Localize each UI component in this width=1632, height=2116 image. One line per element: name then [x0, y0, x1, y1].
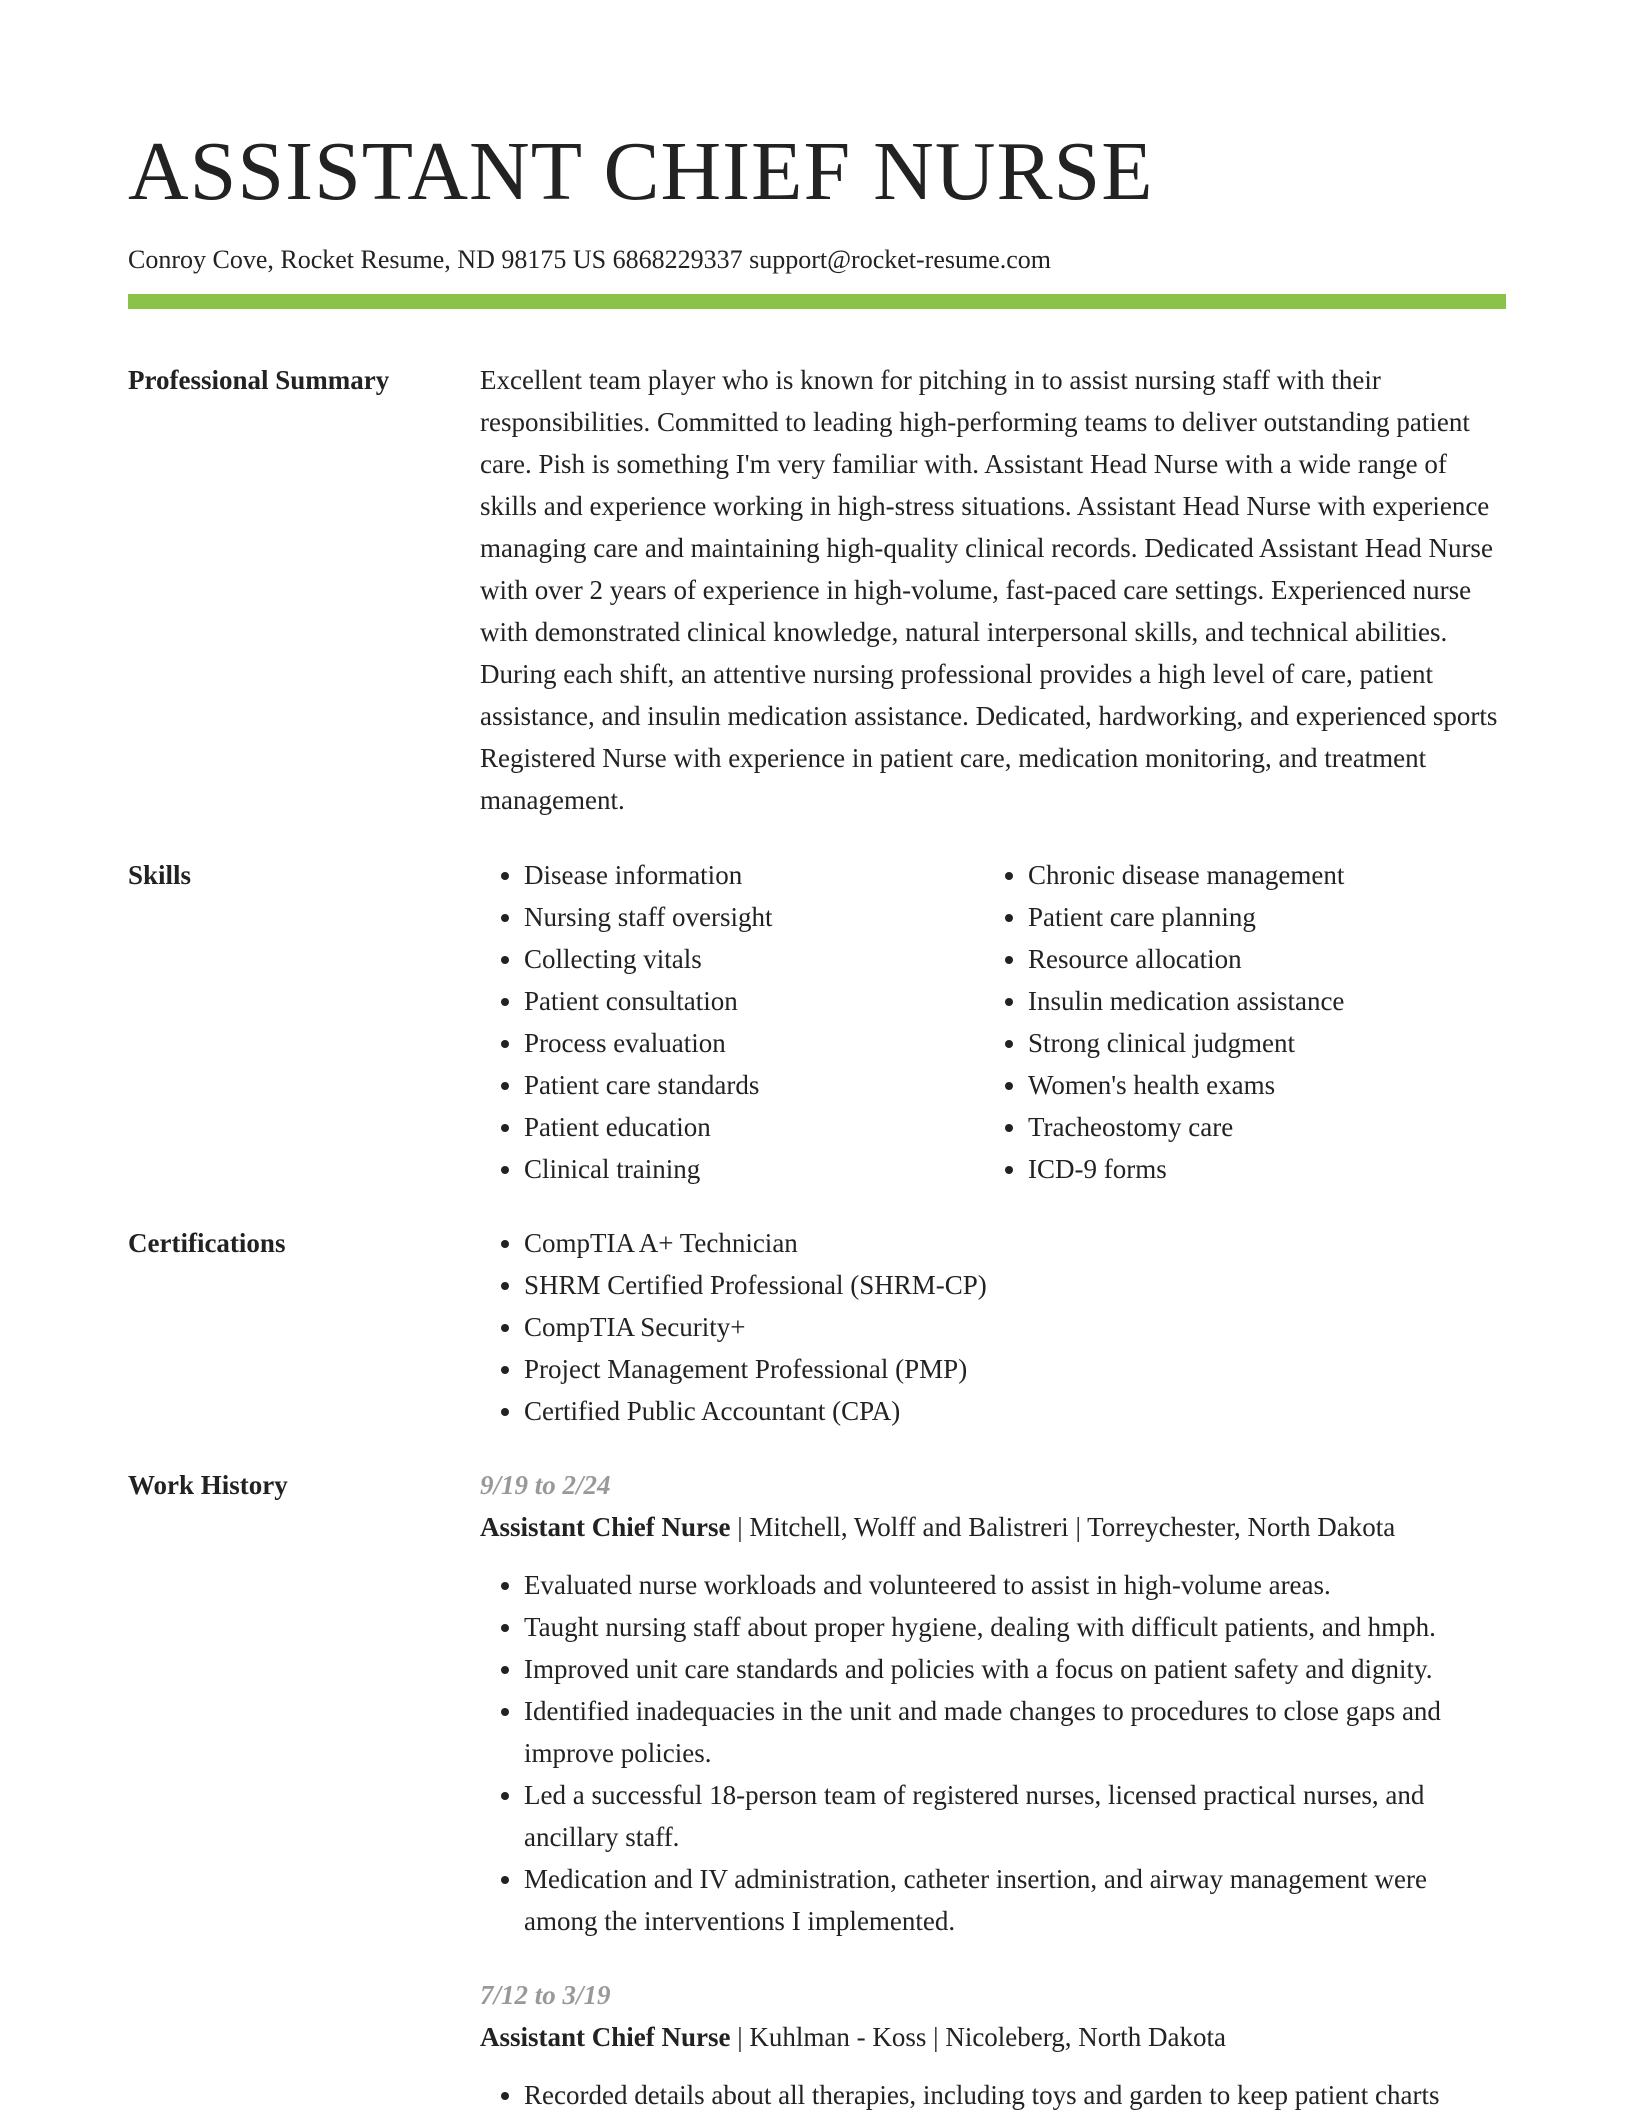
- skill-item: • Nursing staff oversight: [524, 896, 984, 938]
- resume-name: ASSISTANT CHIEF NURSE: [128, 125, 1154, 218]
- certification-item: • SHRM Certified Professional (SHRM-CP): [524, 1264, 1506, 1306]
- certification-item: • Certified Public Accountant (CPA): [524, 1390, 1506, 1432]
- certifications-list: [480, 1222, 1506, 1432]
- skill-item: • Chronic disease management: [1028, 854, 1488, 896]
- certification-item: • CompTIA A+ Technician: [524, 1222, 1506, 1264]
- job-header: [480, 2016, 1506, 2058]
- job-bullet: • Improved unit care standards and policies with a focus on patient safety and dignity.: [524, 1648, 1506, 1690]
- certification-item: • CompTIA Security+: [524, 1306, 1506, 1348]
- job-header: [480, 1506, 1506, 1548]
- job-details: | Kuhlman - Koss | Nicoleberg, North Dakota: [730, 2022, 1226, 2052]
- certifications-body: [480, 1222, 1506, 1432]
- job-bullets: [480, 1564, 1506, 1942]
- skill-item: • Patient care standards: [524, 1064, 984, 1106]
- contact-line: [128, 244, 1506, 276]
- job-bullet: • Evaluated nurse workloads and volunteered to assist in high-volume areas.: [524, 1564, 1506, 1606]
- skill-item: • Women's health exams: [1028, 1064, 1488, 1106]
- skills-body: [480, 854, 1506, 1190]
- job-bullets: [480, 2074, 1506, 2116]
- contact-phone: 6868229337: [612, 245, 743, 274]
- skill-item: • Clinical training: [524, 1148, 984, 1190]
- summary-text: Excellent team player who is known for pitching in to assist nursing staff with their responsibilities. Committed to leading high-performing teams to deliver outstanding patient care. Pish is something I'm very familiar with. Assistant Head Nurse with a wide range of skills and experience working in high-stress situations. Assistant Head Nurse with experience managing care and maintaining high-quality clinical records. Dedicated Assistant Head Nurse with over 2 years of experience in high-volume, fast-paced care settings. Experienced nurse with demonstrated clinical knowledge, natural interpersonal skills, and technical abilities. During each shift, an attentive nursing professional provides a high level of care, patient assistance, and insulin medication assistance. Dedicated, hardworking, and experienced sports Registered Nurse with experience in patient care, medication monitoring, and treatment management.: [480, 365, 1498, 815]
- skill-item: • Disease information: [524, 854, 984, 896]
- skill-item: • Tracheostomy care: [1028, 1106, 1488, 1148]
- resume-page: [128, 0, 1506, 2116]
- skill-item: • Collecting vitals: [524, 938, 984, 980]
- skill-item: • ICD-9 forms: [1028, 1148, 1488, 1190]
- skills-list-right: [984, 854, 1488, 1190]
- summary-section: [128, 359, 1506, 821]
- certifications-section: [128, 1222, 1506, 1432]
- job-bullet: • Taught nursing staff about proper hygiene, dealing with difficult patients, and hmph.: [524, 1606, 1506, 1648]
- job-dates: 7/12 to 3/19: [480, 1980, 611, 2010]
- skill-item: • Resource allocation: [1028, 938, 1488, 980]
- job-title: Assistant Chief Nurse: [480, 2022, 731, 2052]
- job-bullet: • Medication and IV administration, catheter insertion, and airway management were among the interventions I implemented.: [524, 1858, 1506, 1942]
- work-history-section: [128, 1464, 1506, 2116]
- skills-list-left: [480, 854, 984, 1190]
- job-dates: 9/19 to 2/24: [480, 1470, 611, 1500]
- contact-email: support@rocket-resume.com: [749, 245, 1052, 274]
- job-entry: [480, 1464, 1506, 1942]
- work-history-heading: Work History: [128, 1470, 288, 1500]
- certifications-heading: Certifications: [128, 1228, 286, 1258]
- summary-body: [480, 359, 1506, 821]
- skill-item: • Patient consultation: [524, 980, 984, 1022]
- header-divider: [128, 294, 1506, 309]
- skill-item: • Patient care planning: [1028, 896, 1488, 938]
- skills-column-right: [984, 854, 1488, 1190]
- skills-heading: Skills: [128, 860, 192, 890]
- job-bullet: • Led a successful 18-person team of registered nurses, licensed practical nurses, and ancillary staff.: [524, 1774, 1506, 1858]
- job-bullet: • Recorded details about all therapies, including toys and garden to keep patient charts: [524, 2074, 1506, 2116]
- skill-item: • Patient education: [524, 1106, 984, 1148]
- skill-item: • Process evaluation: [524, 1022, 984, 1064]
- skills-section: [128, 854, 1506, 1190]
- work-history-body: [480, 1464, 1506, 2116]
- skill-item: • Insulin medication assistance: [1028, 980, 1488, 1022]
- job-entry: [480, 1974, 1506, 2116]
- job-details: | Mitchell, Wolff and Balistreri | Torreychester, North Dakota: [730, 1512, 1396, 1542]
- job-bullet: • Identified inadequacies in the unit and made changes to procedures to close gaps and improve policies.: [524, 1690, 1506, 1774]
- certification-item: • Project Management Professional (PMP): [524, 1348, 1506, 1390]
- summary-heading: Professional Summary: [128, 365, 390, 395]
- skills-column-left: [480, 854, 984, 1190]
- job-title: Assistant Chief Nurse: [480, 1512, 731, 1542]
- contact-address: Conroy Cove, Rocket Resume, ND 98175 US: [128, 245, 607, 274]
- skill-item: • Strong clinical judgment: [1028, 1022, 1488, 1064]
